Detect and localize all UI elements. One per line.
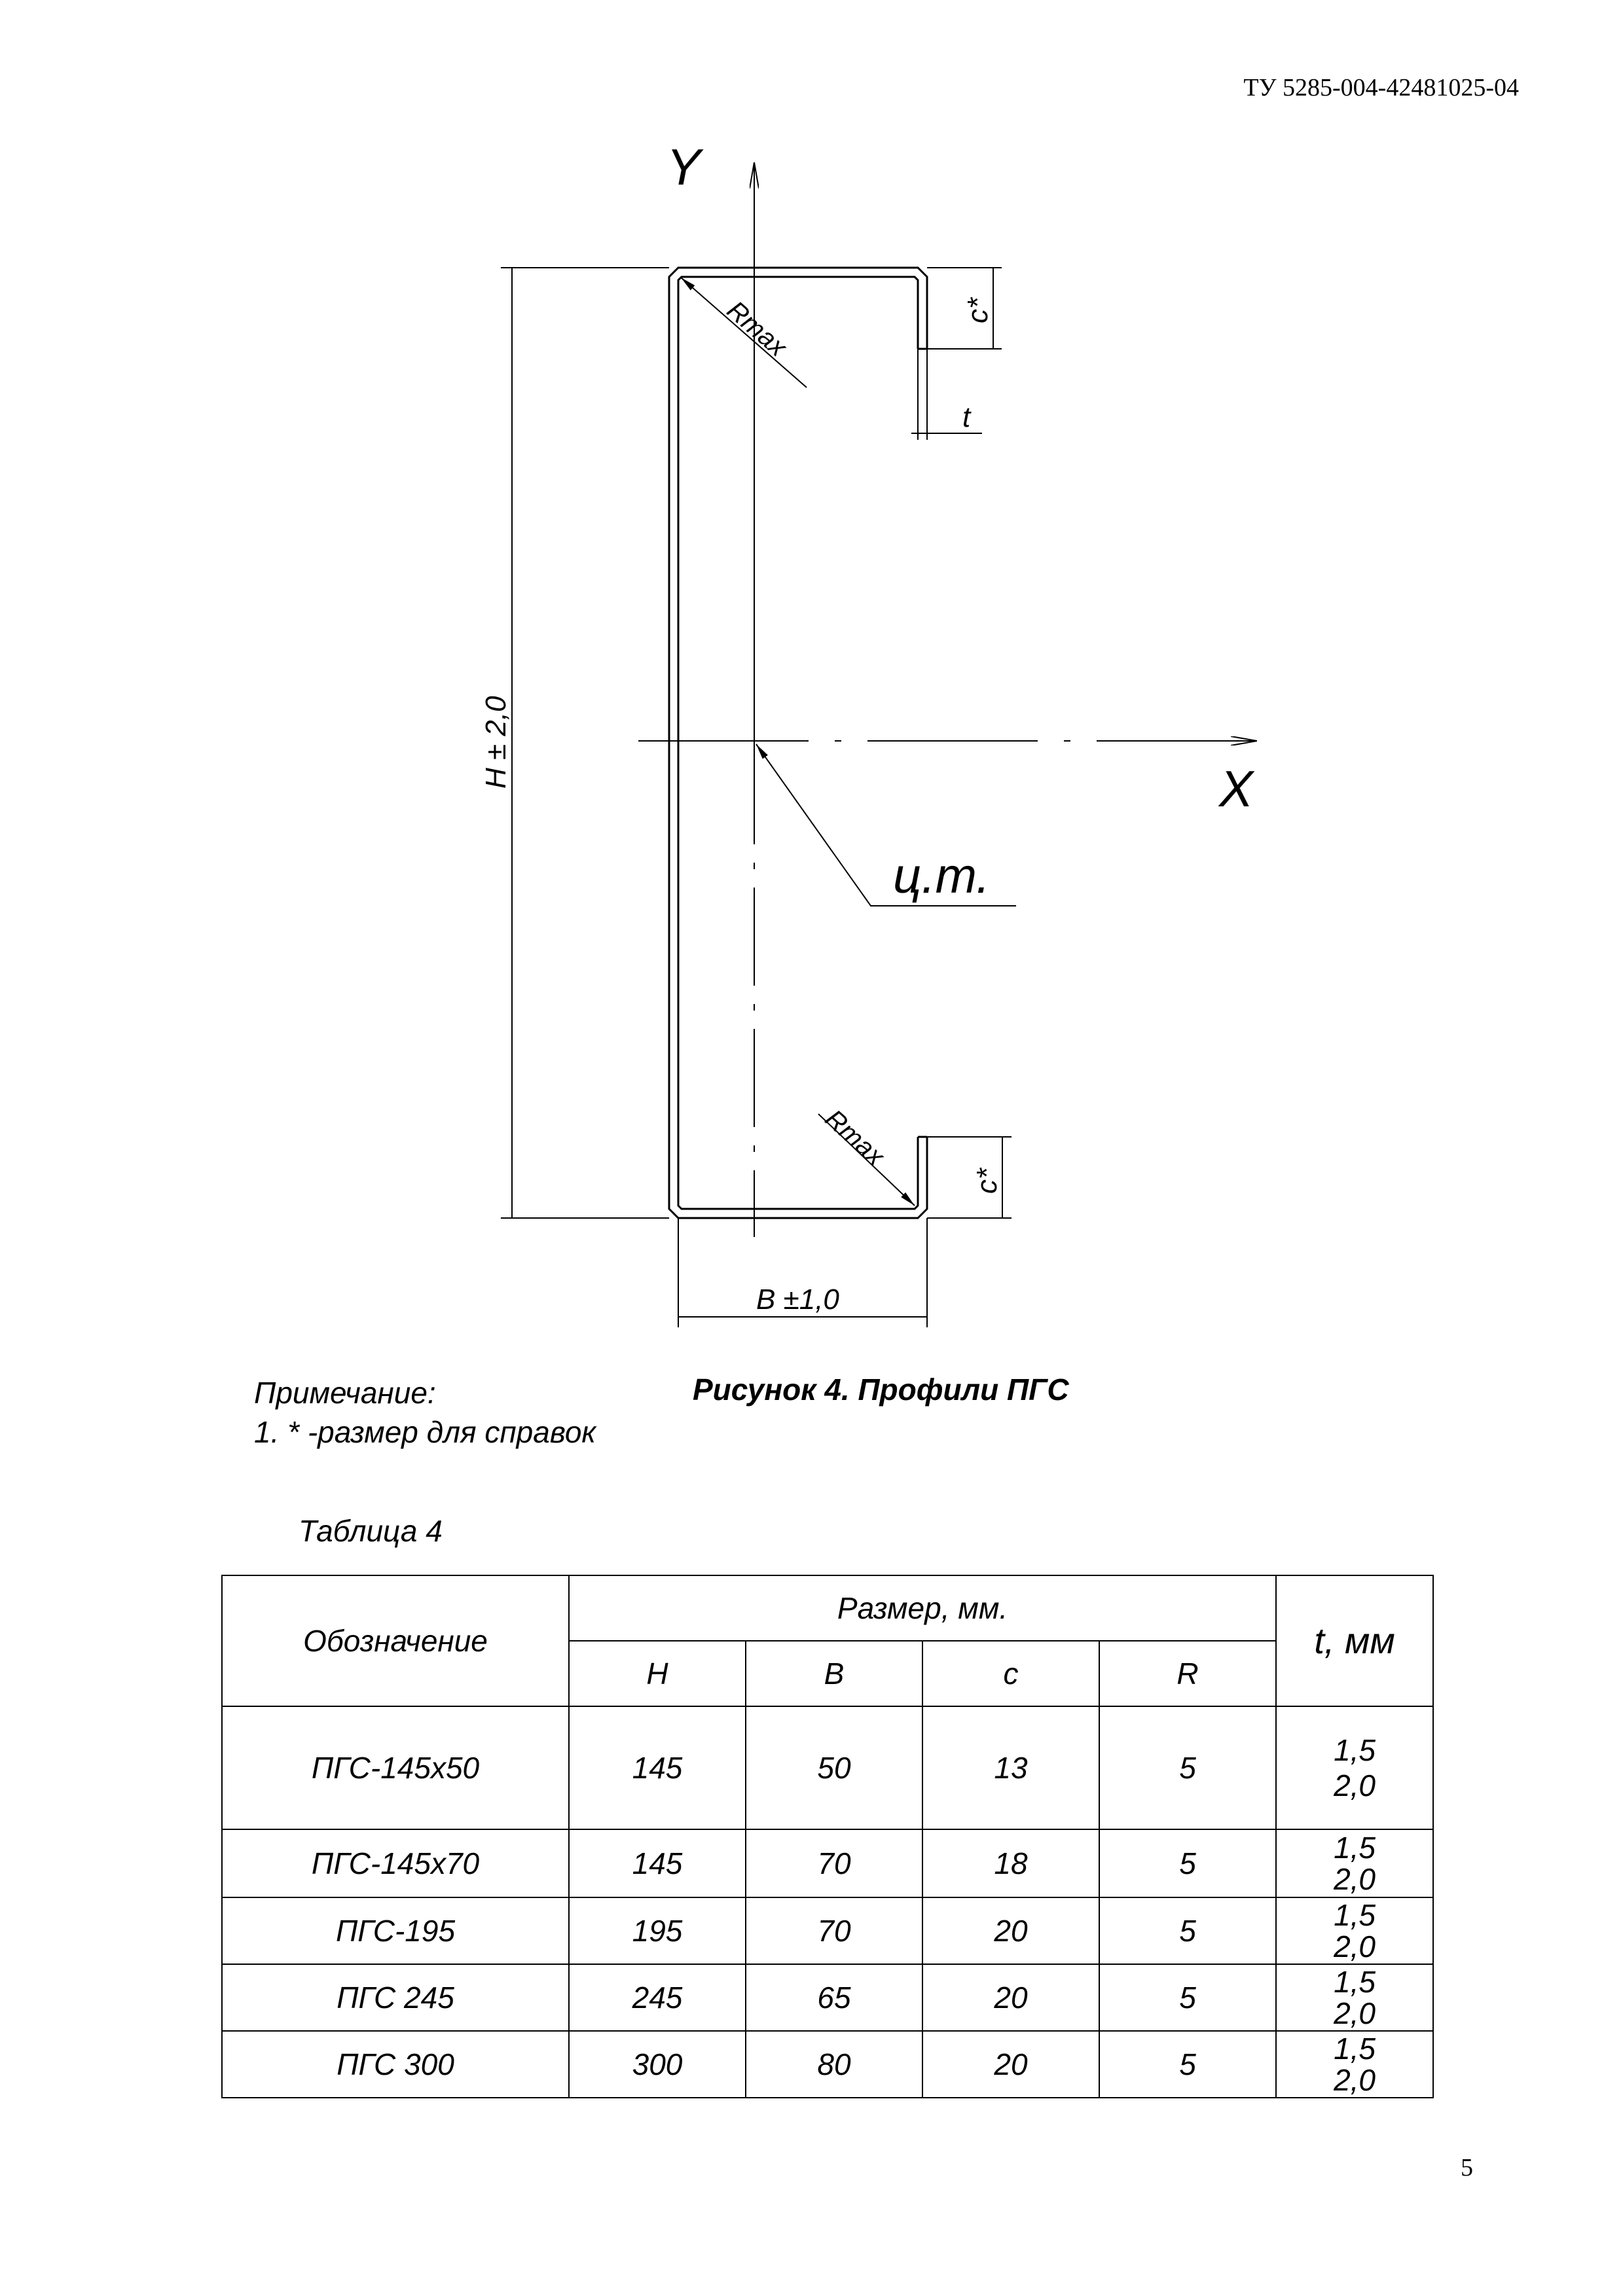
c-top-dimension-label: c* [962, 297, 994, 323]
y-axis-label: Y [666, 138, 701, 196]
table-row [222, 2031, 1433, 2098]
cell-b: 65 [746, 1964, 922, 2031]
cell-h: 245 [569, 1964, 746, 2031]
cell-c: 18 [922, 1829, 1099, 1897]
header-h: H [569, 1641, 746, 1706]
header-designation: Обозначение [222, 1575, 569, 1706]
cell-t [1276, 1897, 1433, 1964]
cell-r: 5 [1099, 1964, 1276, 2031]
cell-t-value-1: 1,5 [1334, 1733, 1376, 1767]
thickness-dimension [911, 349, 982, 440]
cell-t-value-2: 2,0 [1334, 2063, 1376, 2097]
cell-c: 13 [922, 1706, 1099, 1829]
cell-b: 50 [746, 1706, 922, 1829]
cell-t [1276, 1706, 1433, 1829]
cell-t-value-1: 1,5 [1334, 2032, 1376, 2066]
c-bottom-dimension-label: c* [971, 1168, 1003, 1194]
c-profile-outline [669, 268, 927, 1218]
cell-r: 5 [1099, 1829, 1276, 1897]
cell-t-value-1: 1,5 [1334, 1898, 1376, 1932]
radius-bottom-label: Rmax [819, 1103, 890, 1172]
table-row [222, 1897, 1433, 1964]
cell-t-value-2: 2,0 [1334, 1768, 1376, 1803]
header-c: c [922, 1641, 1099, 1706]
cell-designation: ПГС 245 [222, 1964, 569, 2031]
cell-t-value-2: 2,0 [1334, 1996, 1376, 2030]
cell-designation: ПГС-195 [222, 1897, 569, 1964]
cell-designation: ПГС-145х50 [222, 1706, 569, 1829]
table-row [222, 1829, 1433, 1897]
header-b: B [746, 1641, 922, 1706]
height-dimension [501, 268, 669, 1218]
table-row [222, 1706, 1433, 1829]
cell-b: 70 [746, 1897, 922, 1964]
cell-r: 5 [1099, 2031, 1276, 2098]
cell-r: 5 [1099, 1897, 1276, 1964]
cell-t [1276, 1964, 1433, 2031]
cell-t-value-1: 1,5 [1334, 1965, 1376, 1999]
cell-c: 20 [922, 1964, 1099, 2031]
cell-t [1276, 2031, 1433, 2098]
header-size-group: Размер, мм. [569, 1575, 1276, 1641]
header-thickness: t, мм [1276, 1575, 1433, 1706]
document-code: ТУ 5285-004-42481025-04 [1243, 74, 1519, 101]
note [254, 1373, 596, 1452]
cell-h: 145 [569, 1829, 746, 1897]
cell-h: 300 [569, 2031, 746, 2098]
cell-designation: ПГС 300 [222, 2031, 569, 2098]
header-r: R [1099, 1641, 1276, 1706]
thickness-dimension-label: t [962, 401, 971, 433]
width-dimension-label: B ±1,0 [756, 1283, 839, 1316]
cell-t-value-1: 1,5 [1334, 1831, 1376, 1865]
note-title: Примечание: [254, 1376, 436, 1410]
x-axis-label: X [1219, 760, 1254, 817]
table-caption: Таблица 4 [299, 1514, 443, 1548]
cell-c: 20 [922, 1897, 1099, 1964]
cell-h: 195 [569, 1897, 746, 1964]
table-row [222, 1964, 1433, 2031]
cell-t [1276, 1829, 1433, 1897]
figure-caption: Рисунок 4. Профили ПГС [693, 1372, 1069, 1407]
cell-r: 5 [1099, 1706, 1276, 1829]
profiles-table [221, 1575, 1434, 2098]
cell-t-value-2: 2,0 [1334, 1862, 1376, 1896]
cell-b: 70 [746, 1829, 922, 1897]
cell-designation: ПГС-145х70 [222, 1829, 569, 1897]
cell-h: 145 [569, 1706, 746, 1829]
page-number: 5 [1461, 2154, 1473, 2181]
note-line-1: 1. * -размер для справок [254, 1415, 596, 1449]
cell-b: 80 [746, 2031, 922, 2098]
cell-c: 20 [922, 2031, 1099, 2098]
height-dimension-label: H ± 2,0 [480, 696, 512, 789]
cell-t-value-2: 2,0 [1334, 1929, 1376, 1964]
centroid-label: ц.т. [893, 848, 991, 904]
radius-top-label: Rmax [721, 295, 792, 363]
